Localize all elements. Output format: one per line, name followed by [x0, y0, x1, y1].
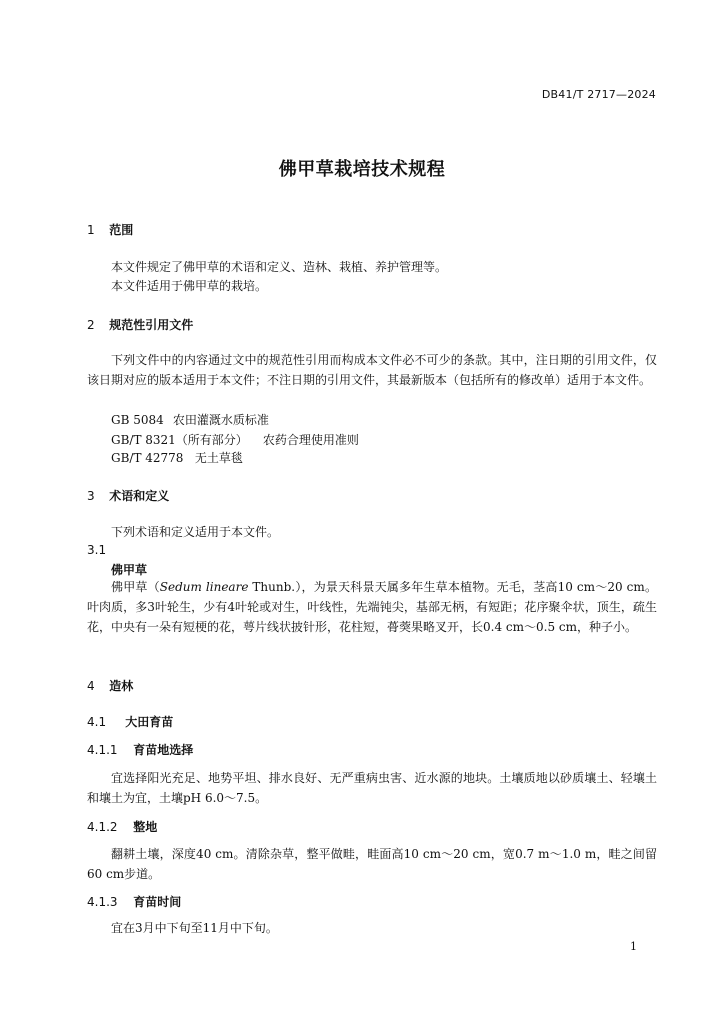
reference-item [87, 410, 681, 430]
section-number: 4 [87, 679, 95, 693]
scope-paragraph-2: 本文件适用于佛甲草的栽培。 [111, 279, 268, 293]
scope-paragraph-1: 本文件规定了佛甲草的术语和定义、造林、栽植、养护管理等。 [111, 260, 448, 274]
term-number: 3.1 [87, 543, 107, 557]
definition-text-b: Thunb.），为景天科景天属多年生草本植物。无毛，茎高10 cm～20 cm。叶肉质，多3叶轮生，少有4叶轮或对生，叶线性，先端钝尖，基部无柄，有短距；花序聚伞状，顶生，疏生花，中央有一朵有短梗的花，萼片线状披针形，花柱短，蓇葖果略叉开，长0.4 cm～0.5 cm，种子小。 [87, 580, 657, 634]
subsection-title: 育苗地选择 [133, 743, 194, 757]
land-preparation-paragraph: 翻耕土壤，深度40 cm。清除杂草，整平做畦，畦面高10 cm～20 cm，宽0.7 m～1.0 m，畦之间留60 cm步道。 [87, 847, 657, 881]
reference-item [87, 448, 681, 468]
standard-code: DB41/T 2717—2024 [541, 88, 656, 101]
term-name: 佛甲草 [111, 563, 148, 577]
subsection-title: 整地 [133, 820, 158, 834]
section-title: 范围 [109, 223, 134, 237]
subsection-number: 4.1.1 [87, 743, 118, 757]
reference-name: 农田灌溉水质标准 [172, 413, 269, 427]
reference-code: GB 5084 [111, 413, 164, 427]
term-definition [87, 577, 657, 637]
section-number: 2 [87, 318, 95, 332]
nursery-site-paragraph: 宜选择阳光充足、地势平坦、排水良好、无严重病虫害、近水源的地块。土壤质地以砂质壤土、轻壤土和壤土为宜，土壤pH 6.0～7.5。 [87, 771, 657, 805]
page-number: 1 [630, 940, 637, 953]
subsection-4-1-heading [87, 713, 657, 730]
section-number: 1 [87, 223, 95, 237]
nursery-time-paragraph: 宜在3月中下旬至11月中下旬。 [111, 921, 278, 935]
section-title: 规范性引用文件 [109, 318, 194, 332]
subsection-4-1-2-heading [87, 818, 657, 835]
subsection-title: 大田育苗 [125, 715, 174, 729]
subsection-4-1-3-heading [87, 893, 657, 910]
subsection-title: 育苗时间 [133, 895, 182, 909]
reference-item [87, 430, 681, 450]
definition-text-a: 佛甲草（ [111, 580, 160, 594]
subsection-number: 4.1.3 [87, 895, 118, 909]
reference-code: GB/T 8321（所有部分） [111, 433, 248, 447]
section-4-heading [87, 677, 657, 694]
subsection-number: 4.1.2 [87, 820, 118, 834]
section-2-heading [87, 316, 657, 333]
subsection-4-1-1-heading [87, 741, 657, 758]
references-intro: 下列文件中的内容通过文中的规范性引用而构成本文件必不可少的条款。其中，注日期的引用文件，仅该日期对应的版本适用于本文件；不注日期的引用文件，其最新版本（包括所有的修改单）适用于本文件。 [87, 353, 657, 387]
section-1-heading [87, 221, 657, 238]
reference-code: GB/T 42778 [111, 451, 184, 465]
reference-name: 农药合理使用准则 [262, 433, 359, 447]
section-title: 造林 [109, 679, 134, 693]
document-title: 佛甲草栽培技术规程 [278, 159, 446, 180]
reference-name: 无土草毯 [194, 451, 243, 465]
section-title: 术语和定义 [109, 489, 170, 503]
terms-intro: 下列术语和定义适用于本文件。 [111, 525, 280, 539]
latin-name: Sedum lineare [159, 580, 249, 594]
subsection-number: 4.1 [87, 715, 107, 729]
section-3-heading [87, 487, 657, 504]
section-number: 3 [87, 489, 95, 503]
